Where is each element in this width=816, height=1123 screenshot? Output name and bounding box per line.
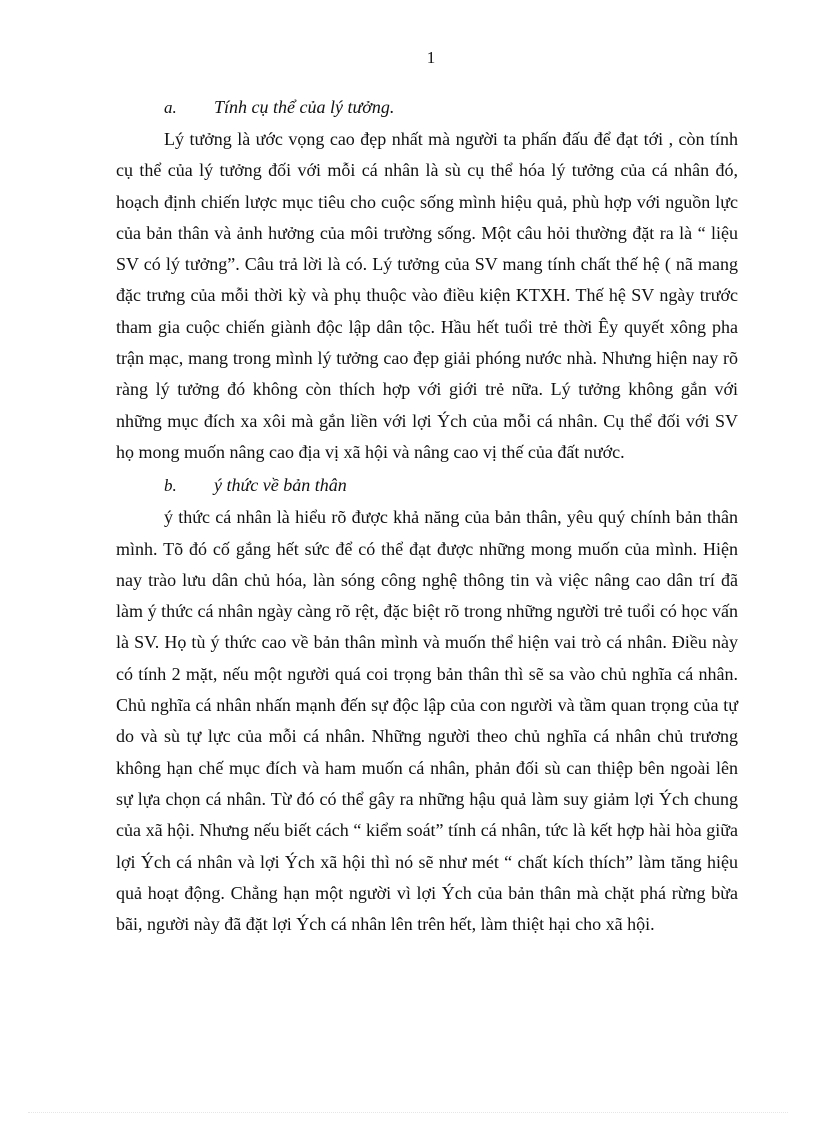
section-heading-b [116,470,738,500]
section-paragraph: Lý tưởng là ước vọng cao đẹp nhất mà người ta phấn đấu để đạt tới , còn tính cụ thể của lý tưởng đối với mỗi cá nhân là sù cụ thể hóa lý tưởng của cá nhân đó, hoạch định chiến lược mục tiêu cho cuộc sống mình hiệu quả, phù hợp với nguồn lực của bản thân và ảnh hưởng của môi trường sống. Một câu hỏi thường đặt ra là “ liệu SV có lý tưởng”. Câu trả lời là có. Lý tưởng của SV mang tính chất thế hệ ( nã mang đặc trưng của mỗi thời kỳ và phụ thuộc vào điều kiện KTXH. Thế hệ SV ngày trước tham gia cuộc chiến giành độc lập dân tộc. Hầu hết tuổi trẻ thời Êy quyết xông pha trận mạc, mang trong mình lý tưởng cao đẹp giải phóng nước nhà. Nhưng hiện nay rõ ràng lý tưởng đó không còn thích hợp với giới trẻ nữa. Lý tưởng không gắn với những mục đích xa xôi mà gắn liền với lợi Ých của mỗi cá nhân. Cụ thể đối với SV họ mong muốn nâng cao địa vị xã hội và nâng cao vị thế của đất nước. [116,129,738,462]
page-bottom-divider [28,1112,788,1113]
section-paragraph: ý thức cá nhân là hiểu rõ được khả năng của bản thân, yêu quý chính bản thân mình. Tõ đó cố gắng hết sức để có thể đạt được những mong muốn của mình. Hiện nay trào lưu dân chủ hóa, làn sóng công nghệ thông tin và việc nâng cao dân trí đã làm ý thức cá nhân ngày càng rõ rệt, đặc biệt rõ trong những người trẻ tuổi có học vấn là SV. Họ tù ý thức cao về bản thân mình và muốn thể hiện vai trò cá nhân. Điều này có tính 2 mặt, nếu một người quá coi trọng bản thân thì sẽ sa vào chủ nghĩa cá nhân. Chủ nghĩa cá nhân nhấn mạnh đến sự độc lập của con người và tầm quan trọng của tự do và sù tự lực của mỗi cá nhân. Những người theo chủ nghĩa cá nhân chủ trương không hạn chế mục đích và ham muốn cá nhân, phản đối sù can thiệp bên ngoài lên sự lựa chọn cá nhân. Từ đó có thể gây ra những hậu quả làm suy giảm lợi Ých chung của xã hội. Nhưng nếu biết cách “ kiểm soát” tính cá nhân, tức là kết hợp hài hòa giữa lợi Ých cá nhân và lợi Ých xã hội thì nó sẽ như mét “ chất kích thích” làm tăng hiệu quả hoạt động. Chẳng hạn một người vì lợi Ých của bản thân mà chặt phá rừng bừa bãi, người này đã đặt lợi Ých cá nhân lên trên hết, làm thiệt hại cho xã hội. [116,507,738,935]
section-marker: a. [164,98,177,117]
page-number: 1 [426,48,436,67]
section-marker: b. [164,476,177,496]
section-title: Tính cụ thể của lý tưởng. [214,97,395,117]
document-body [116,92,738,940]
section-title: ý thức về bản thân [214,475,347,496]
section-heading-a [116,92,738,122]
